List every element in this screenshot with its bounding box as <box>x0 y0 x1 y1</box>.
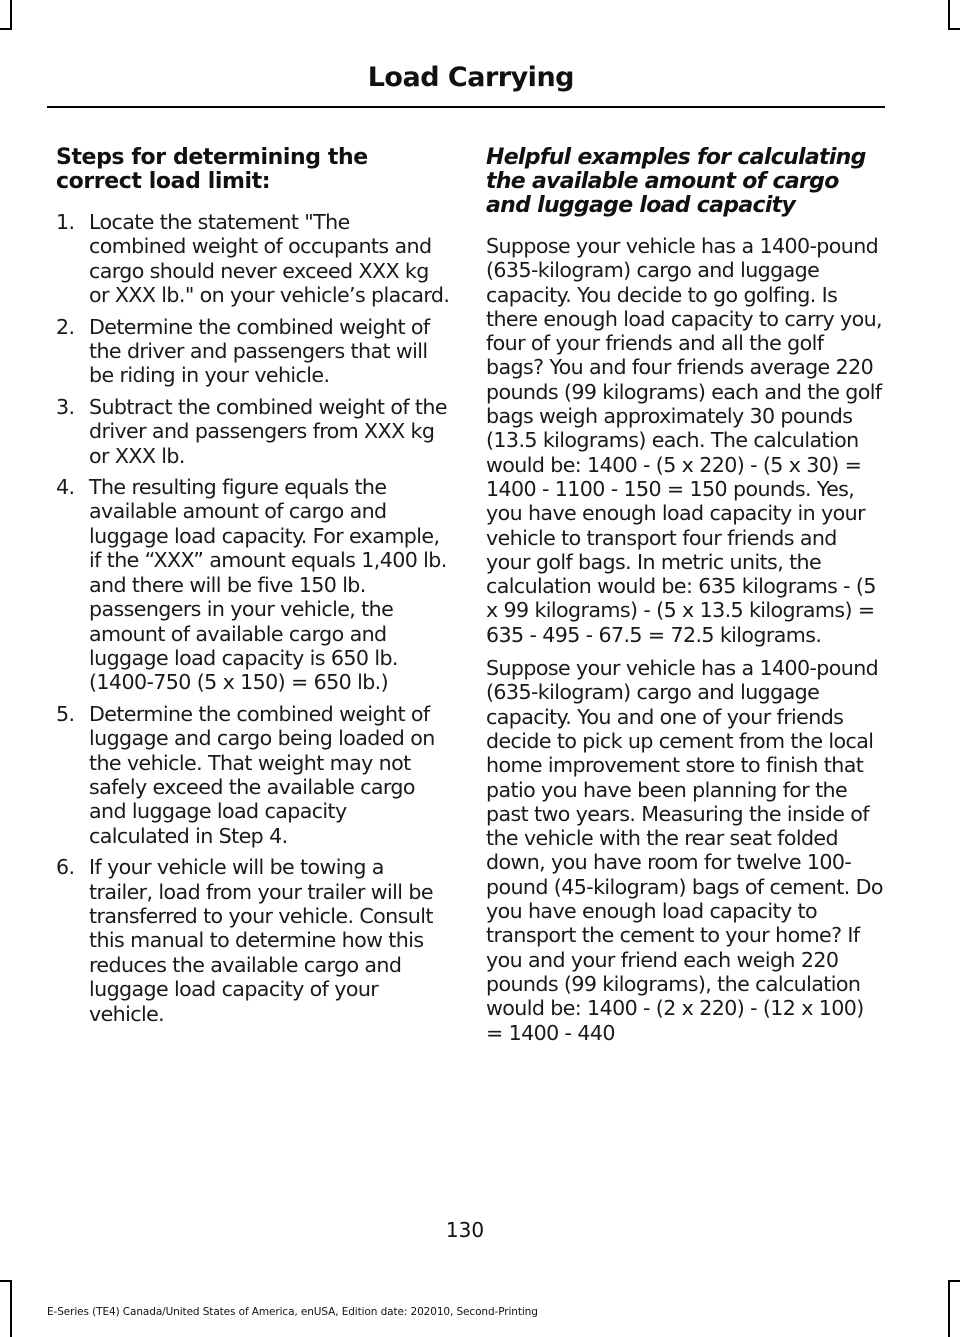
step-item <box>56 702 452 848</box>
edition-footer: E-Series (TE4) Canada/United States of America, enUSA, Edition date: 202010, Second-Printing <box>47 1306 538 1318</box>
step-item <box>56 475 452 695</box>
header-rule <box>47 106 885 108</box>
step-number: 6. <box>56 855 75 880</box>
step-number: 5. <box>56 701 75 726</box>
step-item <box>56 315 452 388</box>
step-text: Subtract the combined weight of the driver and passengers from XXX kg or XXX lb. <box>89 394 447 468</box>
step-number: 3. <box>56 394 75 419</box>
crop-mark-top-right-v <box>948 0 950 30</box>
left-column <box>56 146 452 1026</box>
step-item <box>56 210 452 308</box>
step-number: 1. <box>56 210 75 234</box>
step-text: Locate the statement "The combined weight of occupants and cargo should never exceed XXX kg or XXX lb." on your vehicle’s placard. <box>89 210 450 308</box>
example-paragraph-golf: Suppose your vehicle has a 1400-pound (635-kilogram) cargo and luggage capacity. You decide to go golfing. Is there enough load capacity to carry you, four of your friends and all the golf bags? You and four friends average 220 pounds (99 kilograms) each and the golf bags weigh approximately 30 pounds (13.5 kilograms) each. The calculation would be: 1400 - (5 x 220) - (5 x 30) = 1400 - 1100 - 150 = 150 pounds. Yes, you have enough load capacity in your vehicle to transport four friends and your golf bags. In metric units, the calculation would be: 635 kilograms - (5 x 99 kilograms) - (5 x 13.5 kilograms) = 635 - 495 - 67.5 = 72.5 kilograms. <box>486 234 882 647</box>
step-text: Determine the combined weight of the driver and passengers that will be riding in your vehicle. <box>89 314 430 388</box>
crop-mark-top-right-h <box>948 28 960 30</box>
step-text: If your vehicle will be towing a trailer, load from your trailer will be transferred to your vehicle. Consult this manual to determine how this reduces the available cargo and luggage load capacity of your vehicle. <box>89 855 433 1026</box>
crop-mark-bottom-left-v <box>10 1280 12 1337</box>
step-number: 2. <box>56 314 75 339</box>
crop-mark-top-left-h <box>0 28 12 30</box>
right-column <box>486 146 886 1045</box>
examples-heading: Helpful examples for calculating the available amount of cargo and luggage load capacity <box>486 145 866 218</box>
step-item <box>56 395 452 468</box>
crop-mark-top-left-v <box>10 0 12 30</box>
step-text: Determine the combined weight of luggage and cargo being loaded on the vehicle. That weight may not safely exceed the available cargo and luggage load capacity calculated in Step 4. <box>89 701 435 848</box>
step-item <box>56 855 452 1026</box>
crop-mark-bottom-left-h <box>0 1280 12 1282</box>
steps-heading: Steps for determining the correct load limit: <box>56 145 368 194</box>
example-paragraph-cement: Suppose your vehicle has a 1400-pound (635-kilogram) cargo and luggage capacity. You and one of your friends decide to pick up cement from the local home improvement store to finish that patio you have been planning for the past two years. Measuring the inside of the vehicle with the rear seat folded down, you have room for twelve 100-pound (45-kilogram) bags of cement. Do you have enough load capacity to transport the cement to your home? If you and your friend each weigh 220 pounds (99 kilograms), the calculation would be: 1400 - (2 x 220) - (12 x 100) = 1400 - 440 <box>486 656 883 1045</box>
section-title: Load Carrying <box>367 62 574 93</box>
step-text: The resulting figure equals the available amount of cargo and luggage load capacity. For example, if the “XXX” amount equals 1,400 lb. and there will be five 150 lb. passengers in your vehicle, the amount of available cargo and luggage load capacity is 650 lb. (1400-750 (5 x 150) = 650 lb.) <box>89 475 447 695</box>
page-number: 130 <box>445 1218 485 1242</box>
crop-mark-bottom-right-h <box>948 1280 960 1282</box>
crop-mark-bottom-right-v <box>948 1280 950 1337</box>
steps-list <box>56 210 452 1026</box>
step-number: 4. <box>56 475 75 500</box>
